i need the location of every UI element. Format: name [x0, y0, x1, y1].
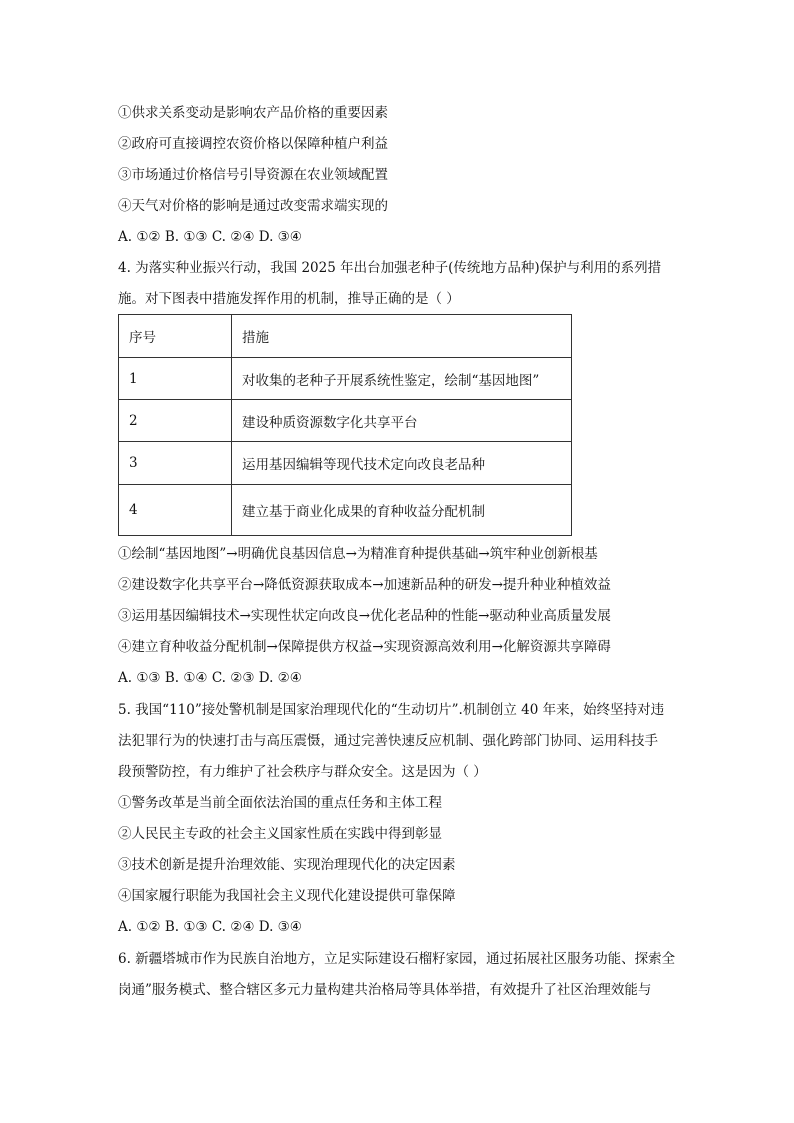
table-cell-measure: 运用基因编辑等现代技术定向改良老品种 — [232, 442, 572, 485]
q3-option-1: ①供求关系变动是影响农产品价格的重要因素 — [118, 105, 388, 121]
table-row — [119, 442, 572, 485]
table-row — [119, 485, 572, 536]
table-header-measure: 措施 — [232, 315, 572, 358]
q6-stem-line-1: 6. 新疆塔城市作为民族自治地方，立足实际建设石榴籽家园，通过拓展社区服务功能、探索全 — [118, 951, 676, 967]
table-cell-index: 4 — [119, 485, 232, 536]
q4-choices: A. ①③ B. ①④ C. ②③ D. ②④ — [118, 670, 302, 686]
q4-option-1: ①绘制“基因地图”→明确优良基因信息→为精准育种提供基础→筑牢种业创新根基 — [118, 546, 598, 562]
q4-measures-table — [118, 314, 572, 536]
q5-stem-line-3: 段预警防控，有力维护了社会秩序与群众安全。这是因为（ ） — [118, 764, 487, 780]
q3-option-4: ④天气对价格的影响是通过改变需求端实现的 — [118, 198, 388, 214]
q4-option-2: ②建设数字化共享平台→降低资源获取成本→加速新品种的研发→提升种业种植效益 — [118, 577, 611, 593]
table-cell-measure: 对收集的老种子开展系统性鉴定，绘制“基因地图” — [232, 358, 572, 400]
q5-option-3: ③技术创新是提升治理效能、实现治理现代化的决定因素 — [118, 857, 456, 873]
table-row — [119, 400, 572, 442]
q5-option-4: ④国家履行职能为我国社会主义现代化建设提供可靠保障 — [118, 888, 456, 904]
q3-option-2: ②政府可直接调控农资价格以保障种植户利益 — [118, 136, 388, 152]
q5-stem-line-1: 5. 我国“110”接处警机制是国家治理现代化的“生动切片”.机制创立 40 年来，始终坚持对违 — [118, 702, 665, 718]
q4-stem-line-2: 施。对下图表中措施发挥作用的机制，推导正确的是（ ） — [118, 291, 460, 307]
q5-stem-line-2: 法犯罪行为的快速打击与高压震慑，通过完善快速反应机制、强化跨部门协同、运用科技手 — [118, 733, 658, 749]
table-cell-measure: 建设种质资源数字化共享平台 — [232, 400, 572, 442]
table-row — [119, 358, 572, 400]
q5-choices: A. ①② B. ①③ C. ②④ D. ③④ — [118, 919, 302, 935]
table-cell-index: 2 — [119, 400, 232, 442]
q4-option-4: ④建立育种收益分配机制→保障提供方权益→实现资源高效利用→化解资源共享障碍 — [118, 639, 611, 655]
table-cell-index: 3 — [119, 442, 232, 485]
q3-option-3: ③市场通过价格信号引导资源在农业领域配置 — [118, 167, 388, 183]
table-cell-measure: 建立基于商业化成果的育种收益分配机制 — [232, 485, 572, 536]
table-cell-index: 1 — [119, 358, 232, 400]
q3-choices: A. ①② B. ①③ C. ②④ D. ③④ — [118, 229, 302, 245]
q4-stem-line-1: 4. 为落实种业振兴行动，我国 2025 年出台加强老种子(传统地方品种)保护与利用的系列措 — [118, 260, 662, 276]
q5-option-2: ②人民民主专政的社会主义国家性质在实践中得到彰显 — [118, 826, 442, 842]
table-header-index: 序号 — [119, 315, 232, 358]
table-header-row — [119, 315, 572, 358]
q4-option-3: ③运用基因编辑技术→实现性状定向改良→优化老品种的性能→驱动种业高质量发展 — [118, 608, 611, 624]
q6-stem-line-2: 岗通”服务模式、整合辖区多元力量构建共治格局等具体举措，有效提升了社区治理效能与 — [118, 982, 652, 998]
q5-option-1: ①警务改革是当前全面依法治国的重点任务和主体工程 — [118, 795, 442, 811]
